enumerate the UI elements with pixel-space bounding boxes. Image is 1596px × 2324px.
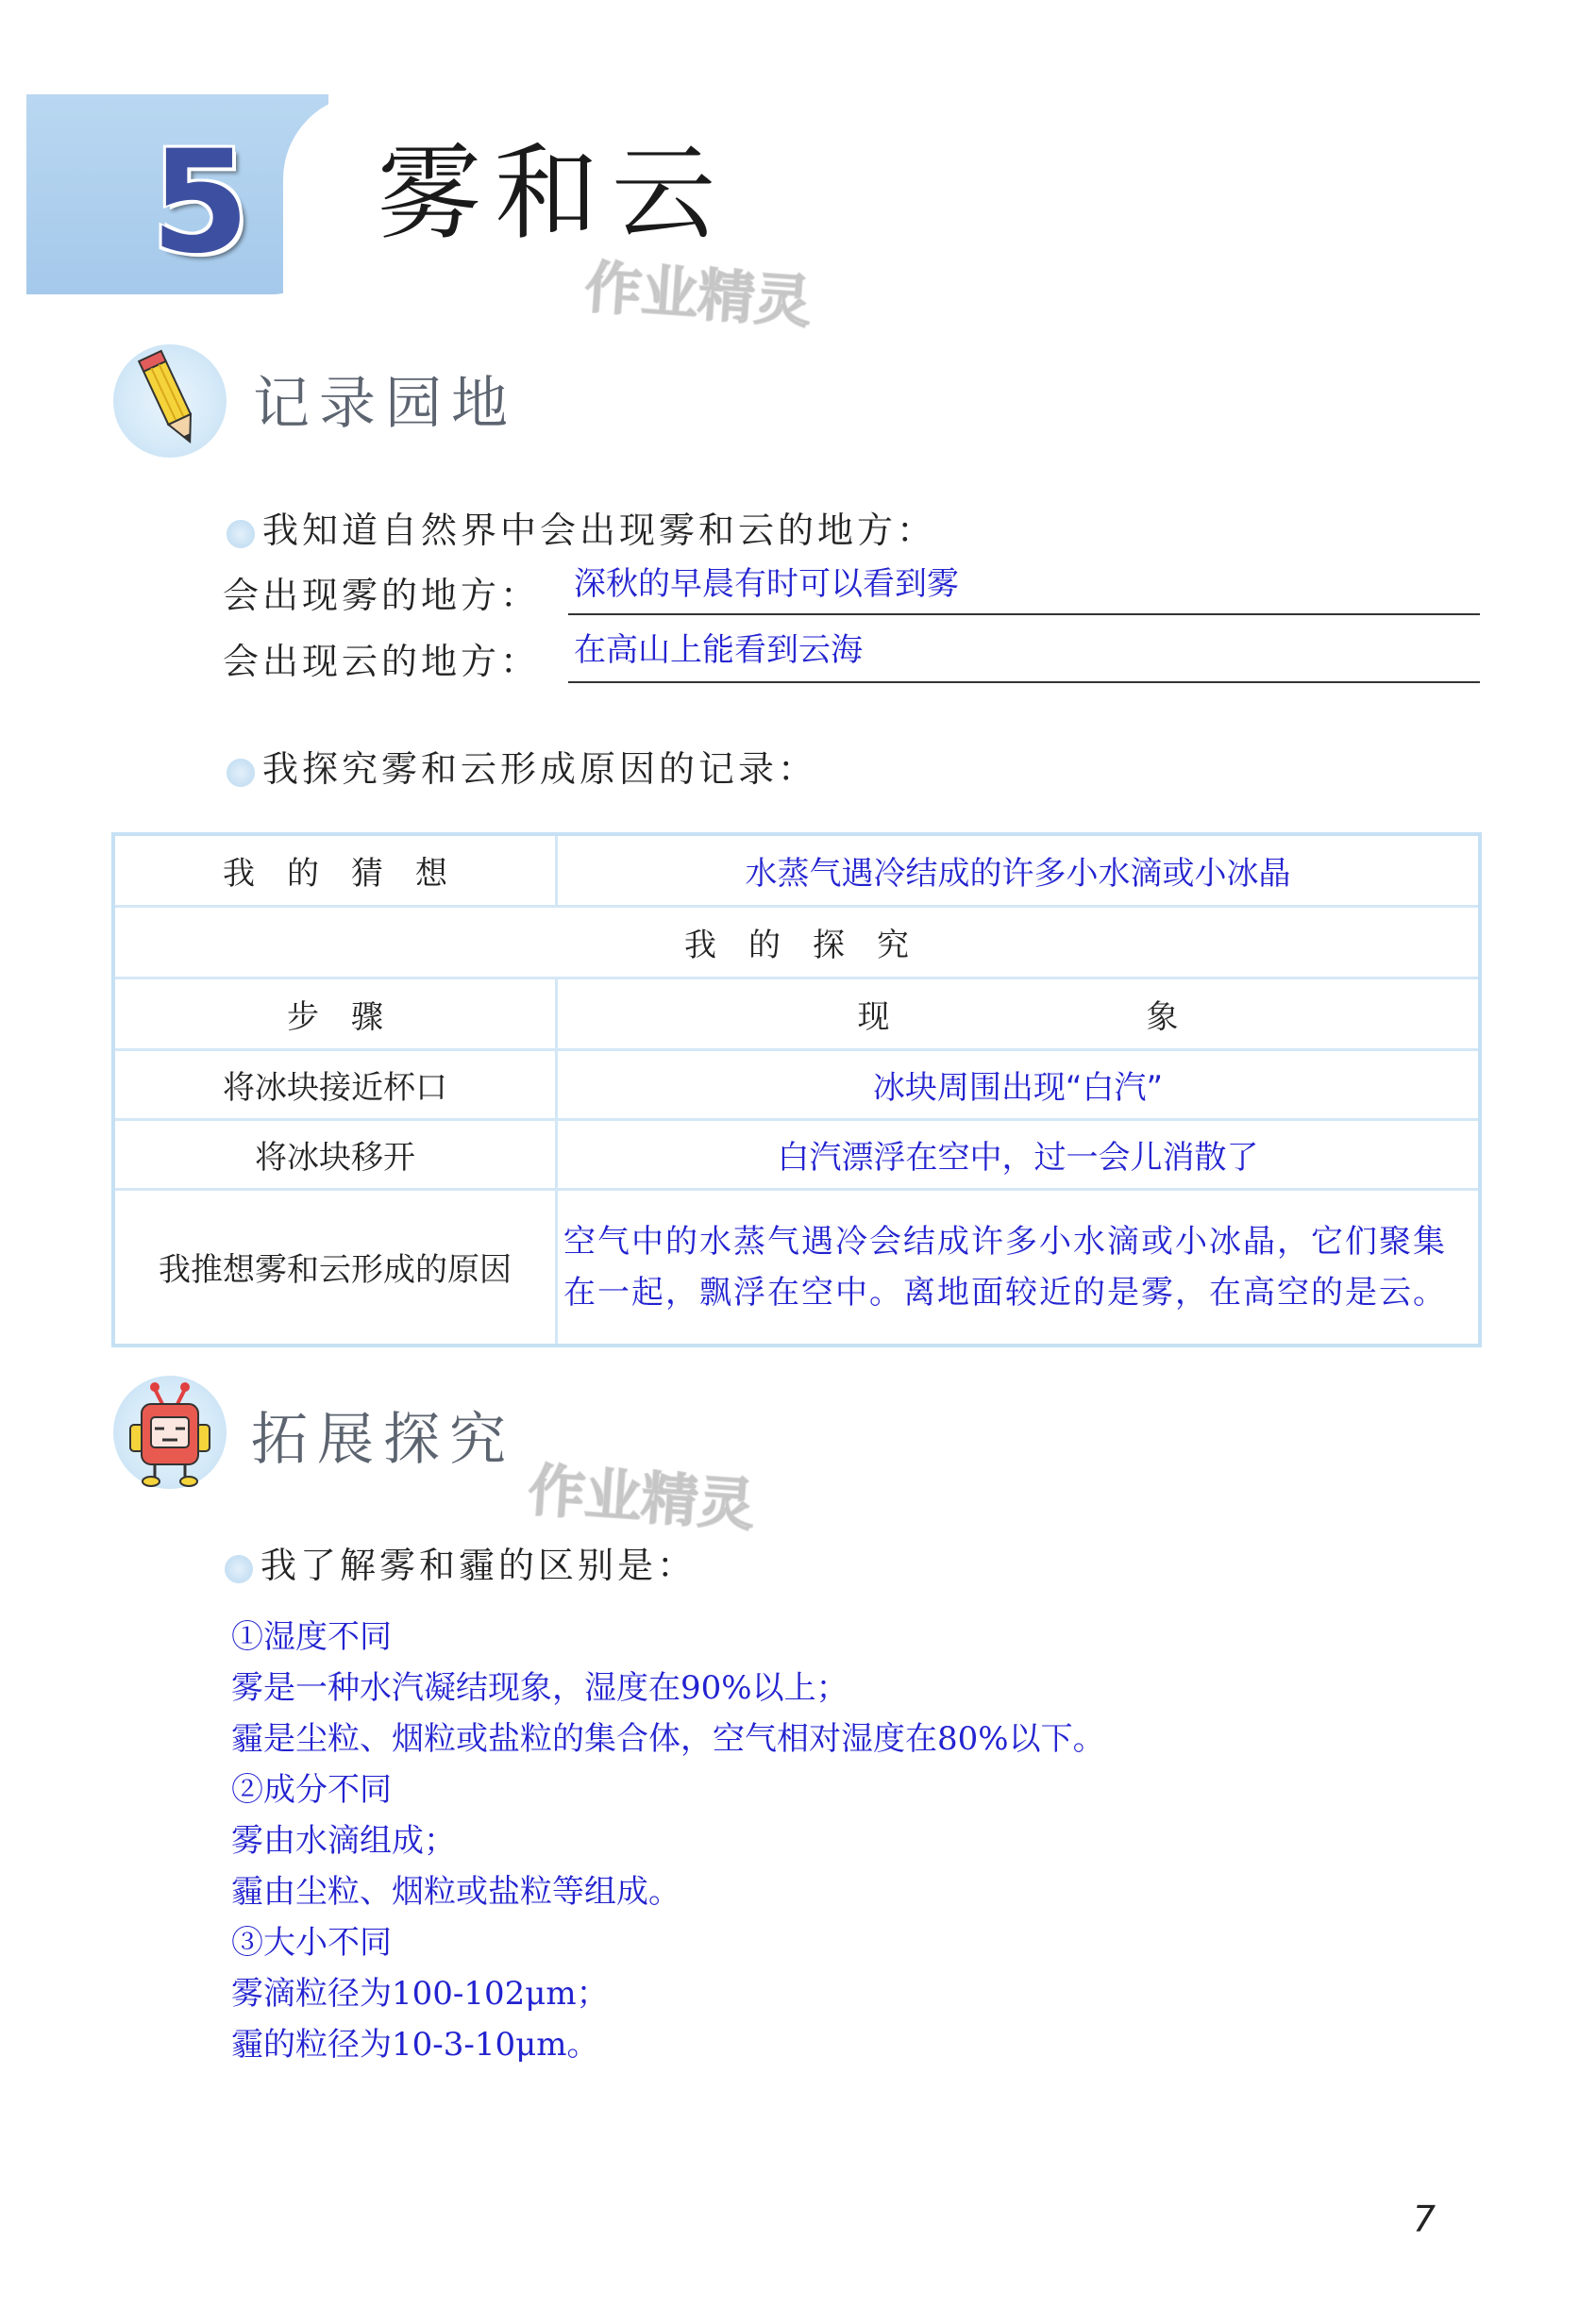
explore-header: 我 的 探 究 <box>113 906 1480 978</box>
watermark: 作业精灵 <box>582 254 814 337</box>
bullet-dot-icon <box>225 1555 253 1583</box>
guess-answer: 水蒸气遇冷结成的许多小水滴或小冰晶 <box>557 834 1481 906</box>
step-header: 步 骤 <box>113 978 557 1049</box>
bullet-dot-icon <box>227 759 255 787</box>
prompt-fog-haze-text: 我了解雾和霾的区别是： <box>260 1545 697 1586</box>
phenomenon-header: 现 象 <box>557 978 1481 1049</box>
answer-line: 雾是一种水汽凝结现象，湿度在90%以上； <box>231 1669 848 1707</box>
section-title-record: 记录园地 <box>253 371 517 437</box>
chapter-title: 雾和云 <box>378 133 729 254</box>
prompt-record-text: 我探究雾和云形成原因的记录： <box>262 748 818 790</box>
step-cell: 将冰块移开 <box>113 1119 557 1189</box>
answer-line: 雾滴粒径为100-102μm； <box>231 1975 609 2013</box>
robot-icon <box>113 1376 227 1489</box>
reason-label: 我推想雾和云形成的原因 <box>113 1189 557 1346</box>
chapter-number: 5 <box>151 121 250 285</box>
answer-line: ③大小不同 <box>231 1924 392 1962</box>
reason-answer: 空气中的水蒸气遇冷会结成许多小水滴或小冰晶，它们聚集在一起，飘浮在空中。离地面较近的是雾，在高空的是云。 <box>557 1189 1481 1346</box>
table-row-reason <box>113 1189 1480 1346</box>
record-table <box>111 832 1482 1347</box>
table-row-guess <box>113 834 1480 906</box>
fog-location-answer: 深秋的早晨有时可以看到雾 <box>574 565 959 603</box>
prompt-locations <box>227 510 937 551</box>
answer-line: ②成分不同 <box>231 1771 392 1809</box>
fog-answer-line <box>568 613 1480 615</box>
cloud-answer-line <box>568 681 1480 683</box>
step-cell: 将冰块接近杯口 <box>113 1049 557 1119</box>
table-row-headers <box>113 978 1480 1049</box>
prompt-fog-haze <box>225 1545 697 1586</box>
answer-line: 雾由水滴组成； <box>231 1822 456 1860</box>
phenomenon-cell: 冰块周围出现“白汽” <box>557 1049 1481 1119</box>
prompt-locations-text: 我知道自然界中会出现雾和云的地方： <box>262 510 937 551</box>
table-row <box>113 1049 1480 1119</box>
bullet-dot-icon <box>227 520 255 548</box>
watermark: 作业精灵 <box>526 1457 757 1540</box>
fog-location-label: 会出现雾的地方： <box>223 575 541 616</box>
cloud-location-answer: 在高山上能看到云海 <box>574 631 863 669</box>
prompt-record <box>227 748 818 790</box>
pencil-icon <box>113 344 227 458</box>
section-title-extend: 拓展探究 <box>251 1407 515 1473</box>
answer-line: 霾的粒径为10-3-10μm。 <box>231 2026 599 2064</box>
table-row <box>113 1119 1480 1189</box>
table-row-explore <box>113 906 1480 978</box>
cloud-location-label: 会出现云的地方： <box>223 641 541 682</box>
answer-line: 霾由尘粒、烟粒或盐粒等组成。 <box>231 1873 680 1911</box>
phenomenon-cell: 白汽漂浮在空中，过一会儿消散了 <box>557 1119 1481 1189</box>
answer-line: ①湿度不同 <box>231 1618 392 1656</box>
answer-line: 霾是尘粒、烟粒或盐粒的集合体，空气相对湿度在80%以下。 <box>231 1720 1105 1758</box>
page-number: 7 <box>1412 2199 1436 2240</box>
guess-label: 我 的 猜 想 <box>113 834 557 906</box>
